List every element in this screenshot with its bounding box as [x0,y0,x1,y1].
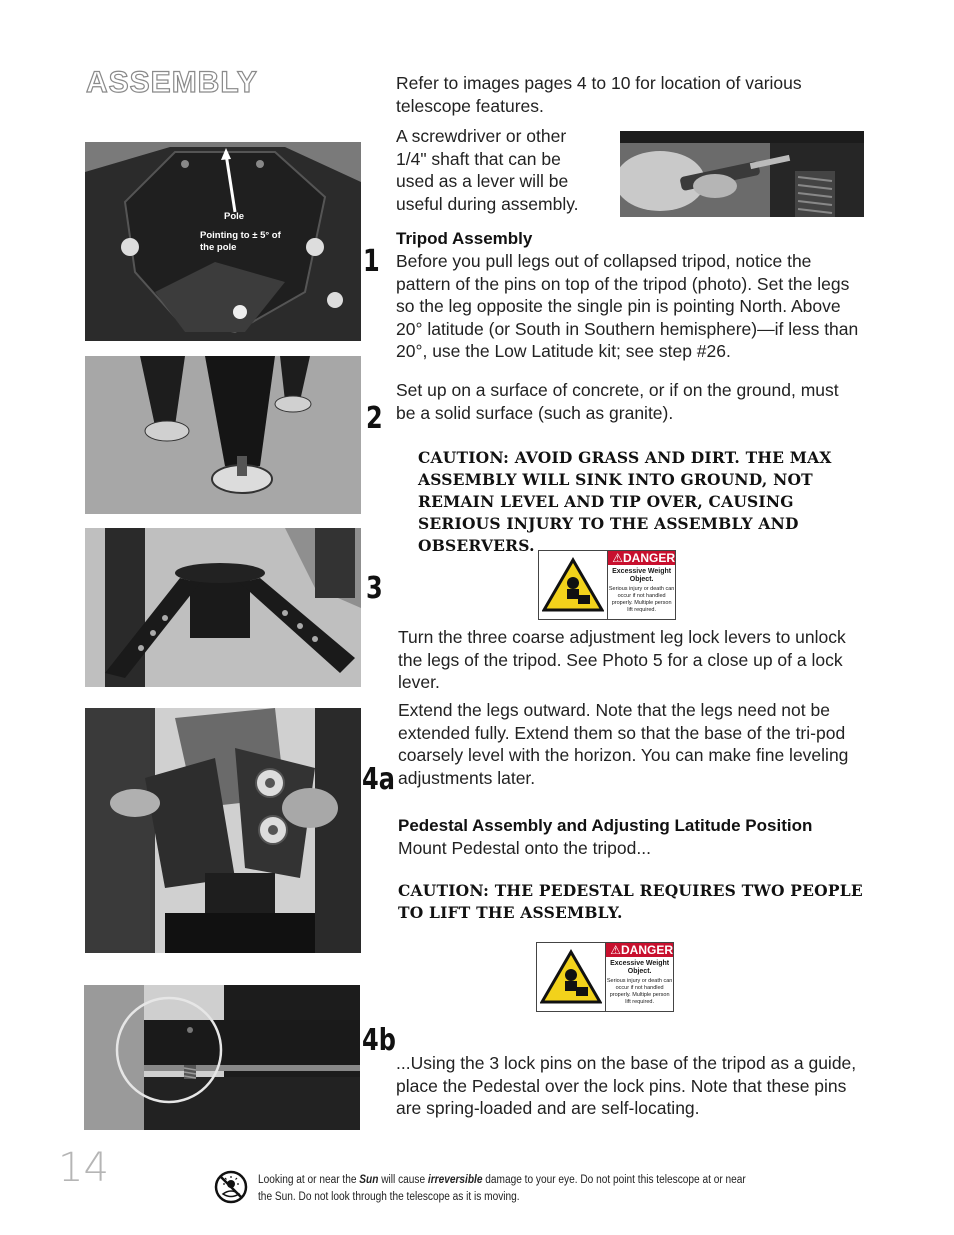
pointing-label: Pointing to ± 5° of the pole [200,230,281,253]
danger-label-2 [536,942,674,1012]
danger-header: ⚠DANGER [608,551,675,565]
caution-grass-dirt: CAUTION: AVOID GRASS AND DIRT. THE MAX ASSEMBLY WILL SINK INTO GROUND, NOT REMAIN LEVEL AND TIP OVER, CAUSING SERIOUS INJURY TO THE ASSEMBLY AND OBSERVERS. [418,448,832,555]
sun-warning-text: Looking at or near the Sun will cause irreversible damage to your eye. Do not point this telescope at or near the Sun. Do not look through the telescope as it is moving. [258,1174,746,1203]
extend-legs-text: Extend the legs outward. Note that the legs need not be extended fully. Extend them so that the base of the tri-pod coarsely level with the horizon. You can make fine leveling adjustments later. [398,700,849,788]
lock-pins-text: ...Using the 3 lock pins on the base of the tripod as a guide, place the Pedestal over the lock pins. Note that these pins are spring-loaded and are self-locating. [396,1053,857,1118]
step-number-3: 3 [366,571,383,606]
lock-pin-photo [84,985,360,1130]
tripod-assembly-heading: Tripod Assembly [396,229,533,248]
pedestal-assembly-heading: Pedestal Assembly and Adjusting Latitude Position [398,816,813,835]
tripod-assembly-body: Before you pull legs out of collapsed tripod, notice the pattern of the pins on top of the tripod (photo). Set the legs so the leg opposite the single pin is pointing North. Above 20° latitude (or South in Southern hemisphere)—if less than 20°, use the Low Latitude kit; see step #26. [396,251,859,361]
page-number: 14 [58,1145,109,1191]
danger-title: Excessive Weight Object. [612,568,672,583]
warning-triangle-icon [537,943,605,1011]
pedestal-mount-photo [85,708,361,953]
danger-title: Excessive Weight Object. [610,960,670,975]
step-number-4b: 4b [362,1023,396,1058]
caution-two-people: CAUTION: THE PEDESTAL REQUIRES TWO PEOPLE TO LIFT THE ASSEMBLY. [398,881,863,922]
step-number-1: 1 [363,244,380,279]
intro-refer-text: Refer to images pages 4 to 10 for location of various telescope features. [396,73,802,116]
turn-levers-text: Turn the three coarse adjustment leg lock levers to unlock the legs of the tripod. See Photo 5 for a close up of a lock lever. [398,627,846,692]
danger-label-1 [538,550,676,620]
pedestal-body: Mount Pedestal onto the tripod... [398,838,651,858]
no-sun-warning-icon [214,1170,248,1204]
pole-label: Pole [224,211,245,222]
danger-body: Serious injury or death can occur if not handled properly. Multiple person lift required. [608,586,675,613]
screwdriver-photo [620,131,864,217]
sun-word: Sun [359,1174,379,1186]
step-number-4a: 4a [362,762,395,797]
tripod-setup-photo [85,528,361,687]
irreversible-word: irreversible [427,1174,483,1186]
step-number-2: 2 [366,401,383,436]
warning-triangle-icon [539,551,607,619]
danger-body: Serious injury or death can occur if not handled properly. Multiple person lift required. [606,978,673,1005]
danger-header: ⚠DANGER [606,943,673,957]
surface-text: Set up on a surface of concrete, or if on the ground, must be a solid surface (such as granite). [396,380,839,423]
page-title: ASSEMBLY [86,66,258,99]
intro-screwdriver-text: A screwdriver or other 1/4" shaft that can be used as a lever will be useful during assembly. [396,126,579,214]
tripod-feet-photo [85,356,361,514]
